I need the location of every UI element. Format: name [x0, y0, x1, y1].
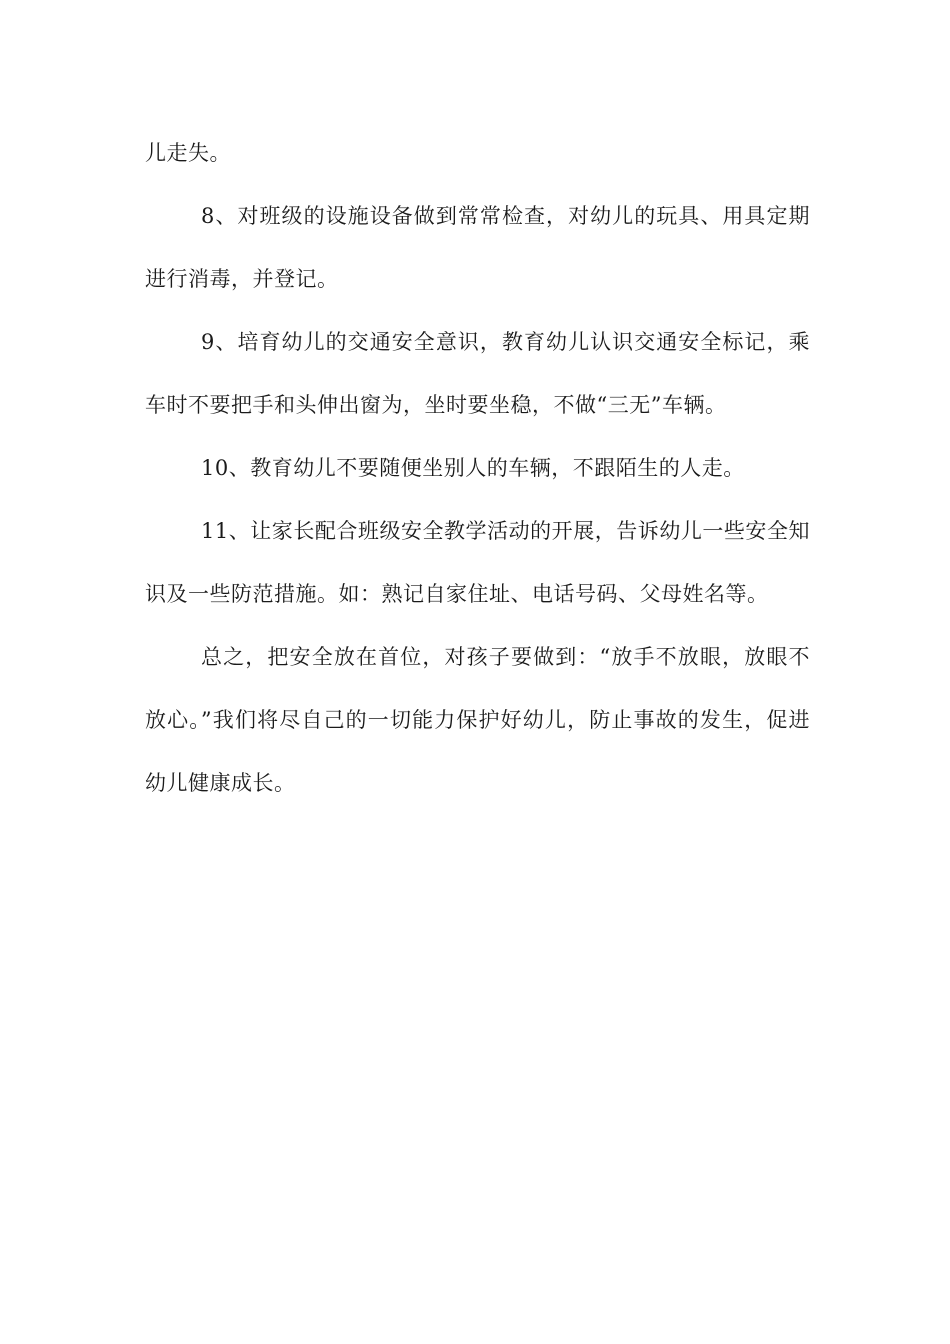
paragraph-item-9: 9、培育幼儿的交通安全意识，教育幼儿认识交通安全标记，乘车时不要把手和头伸出窗为，坐时要坐稳，不做“三无”车辆。 [145, 330, 810, 417]
paragraph-item-11: 11、让家长配合班级安全教学活动的开展，告诉幼儿一些安全知识及一些防范措施。如：熟记自家住址、电话号码、父母姓名等。 [145, 519, 810, 606]
document-body [145, 122, 810, 815]
paragraph-conclusion: 总之，把安全放在首位，对孩子要做到：“放手不放眼，放眼不放心。”我们将尽自己的一切能力保护好幼儿，防止事故的发生，促进幼儿健康成长。 [145, 645, 810, 795]
paragraph-continuation: 儿走失。 [145, 141, 231, 165]
paragraph-item-8: 8、对班级的设施设备做到常常检查，对幼儿的玩具、用具定期进行消毒，并登记。 [145, 204, 810, 291]
paragraph-item-10: 10、教育幼儿不要随便坐别人的车辆，不跟陌生的人走。 [201, 456, 745, 480]
